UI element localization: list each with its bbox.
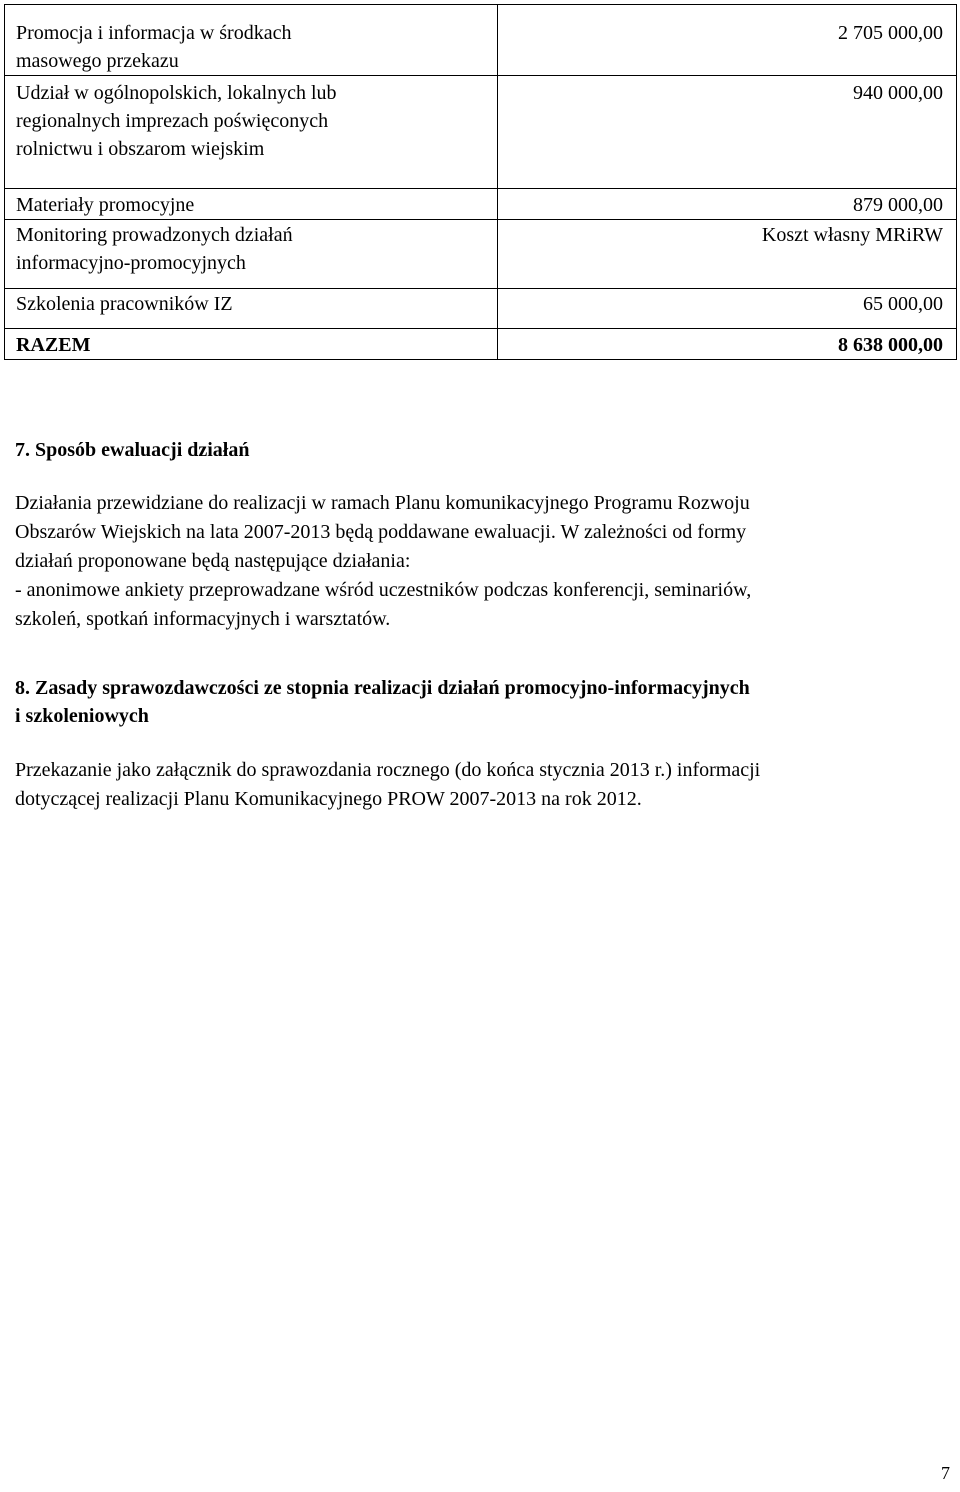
row-label-line: rolnictwu i obszarom wiejskim (16, 138, 265, 160)
body-line: Działania przewidziane do realizacji w ramach Planu komunikacyjnego Programu Rozwoju (15, 492, 750, 514)
table-total-row (5, 329, 957, 360)
row-value: 879 000,00 (498, 189, 957, 220)
table-row (5, 220, 957, 289)
page-number: 7 (941, 1463, 950, 1483)
row-label-line: masowego przekazu (16, 50, 179, 72)
row-label-line: Szkolenia pracowników IZ (16, 293, 233, 315)
body-line: Obszarów Wiejskich na lata 2007-2013 będą poddawane ewaluacji. W zależności od formy (15, 521, 747, 543)
table-row (5, 76, 957, 189)
title-line: i szkoleniowych (15, 705, 149, 727)
table-row (5, 289, 957, 329)
row-label-line: regionalnych imprezach poświęconych (16, 110, 329, 132)
body-line: działań proponowane będą następujące działania: (15, 550, 411, 572)
body-line: Przekazanie jako załącznik do sprawozdania rocznego (do końca stycznia 2013 r.) informacji (15, 759, 761, 781)
body-line: - anonimowe ankiety przeprowadzane wśród uczestników podczas konferencji, seminariów, (15, 579, 752, 601)
table-row (5, 5, 957, 76)
row-label (5, 289, 498, 329)
row-value: 2 705 000,00 (498, 5, 957, 76)
section-7-body (15, 489, 945, 634)
row-label-line: informacyjno-promocyjnych (16, 252, 246, 274)
title-line: 8. Zasady sprawozdawczości ze stopnia realizacji działań promocyjno-informacyjnych (15, 677, 750, 699)
budget-table (4, 4, 957, 360)
row-label (5, 220, 498, 289)
section-7-title: 7. Sposób ewaluacji działań (15, 439, 250, 461)
row-value: 940 000,00 (498, 76, 957, 189)
section-8-body (15, 756, 945, 814)
row-label (5, 5, 498, 76)
row-label (5, 189, 498, 220)
row-label-line: Monitoring prowadzonych działań (16, 224, 293, 246)
row-value: Koszt własny MRiRW (498, 220, 957, 289)
row-label-line: Materiały promocyjne (16, 194, 195, 216)
row-label-line: Promocja i informacja w środkach (16, 22, 292, 44)
total-label (5, 329, 498, 360)
row-value: 65 000,00 (498, 289, 957, 329)
body-line: szkoleń, spotkań informacyjnych i warsztatów. (15, 608, 391, 630)
total-value: 8 638 000,00 (498, 329, 957, 360)
table-row (5, 189, 957, 220)
section-8-title (15, 674, 750, 730)
row-label-line: Udział w ogólnopolskich, lokalnych lub (16, 82, 337, 104)
row-label (5, 76, 498, 189)
body-line: dotyczącej realizacji Planu Komunikacyjnego PROW 2007-2013 na rok 2012. (15, 788, 642, 810)
row-label-line: RAZEM (16, 334, 91, 356)
